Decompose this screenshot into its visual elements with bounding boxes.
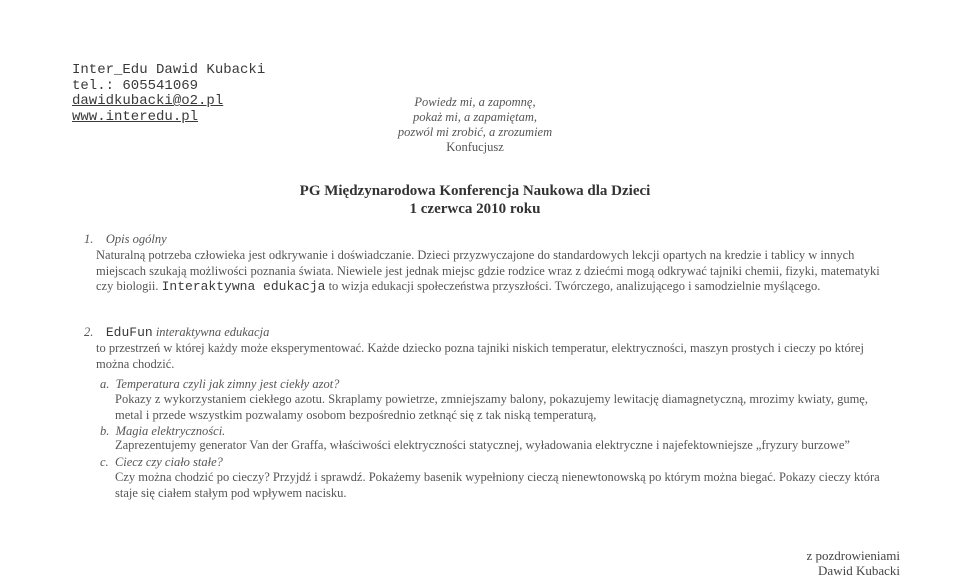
item-heading: Temperatura czyli jak zimny jest ciekły azot? (115, 377, 340, 391)
section-1-heading (84, 232, 167, 248)
section-2-heading (84, 325, 269, 341)
epigraph-quote (370, 95, 580, 155)
item-a-body (115, 392, 895, 423)
paragraph-text: Naturalną potrzeba człowieka jest odkrywanie i doświadczanie. Dzieci przyzwyczajone do standardowych lekcji opartych na kredzie i tablicy w innych miejscach szukają możliwości poznania świata. Niewiele jest jednak miejsc gdzie rodzice wraz z dziećmi mogą odkrywać tajniki chemii, fizyki, matematyki czy biologii. (96, 248, 880, 293)
section-heading: Opis ogólny (105, 232, 167, 246)
contact-phone: tel.: 605541069 (72, 77, 199, 94)
signature-greeting: z pozdrowieniami (806, 548, 900, 563)
contact-website-link[interactable]: www.interedu.pl (72, 108, 199, 125)
section-1-paragraph (96, 248, 891, 295)
quote-author: Konfucjusz (446, 140, 504, 154)
title-line: PG Międzynarodowa Konferencja Naukowa dla Dzieci (299, 183, 651, 199)
section-number: 1. (84, 232, 94, 246)
item-body: Czy można chodzić po cieczy? Przyjdź i sprawdź. Pokażemy basenik wypełniony cieczą nienewtonowską po którym można biegać. Pokazy cieczy która staje się ciałem stałym pod wpływem nacisku. (115, 470, 880, 500)
contact-email-link[interactable]: dawidkubacki@o2.pl (72, 93, 224, 109)
item-letter: b. (100, 424, 110, 438)
brand-name: Interaktywna edukacja (161, 279, 326, 294)
item-letter: a. (100, 377, 110, 391)
section-number: 2. (84, 325, 94, 339)
signature-block (760, 548, 900, 578)
item-c-body (115, 470, 895, 501)
quote-line: Powiedz mi, a zapomnę, (414, 95, 536, 109)
paragraph-text: to wizja edukacji społeczeństwa przyszłości. Twórczego, analizującego i samodzielnie myślącego. (328, 279, 821, 293)
brand-name: EduFun (105, 325, 153, 340)
item-body: Pokazy z wykorzystaniem ciekłego azotu. Skraplamy powietrze, zmniejszamy balony, pokazujemy lewitację diamagnetyczną, mrozimy kwiaty, gumę, metal i przede wszystkim pozwalamy osobom bezpośrednio zetknąć się z tak niską temperaturą, (115, 392, 868, 422)
item-heading: Ciecz czy ciało stałe? (114, 455, 223, 469)
section-heading: interaktywna edukacja (155, 325, 270, 339)
paragraph-text: to przestrzeń w której każdy może eksperymentować. Każde dziecko pozna tajniki niskich temperatur, elektryczności, maszyn prostych i cieczy po której można chodzić. (96, 341, 864, 371)
quote-line: pozwól mi zrobić, a zrozumiem (397, 125, 553, 139)
title-date: 1 czerwca 2010 roku (409, 201, 541, 217)
section-2-intro (96, 341, 886, 372)
quote-line: pokaż mi, a zapamiętam, (413, 110, 537, 124)
item-b-body (115, 438, 905, 454)
document-title (240, 182, 710, 218)
signature-name: Dawid Kubacki (818, 563, 900, 578)
contact-block (72, 62, 265, 124)
item-letter: c. (100, 455, 109, 469)
contact-name: Inter_Edu Dawid Kubacki (72, 62, 266, 78)
item-body: Zaprezentujemy generator Van der Graffa, właściwości elektryczności statycznej, wyładowania elektryczne i najefektowniejsze „fryzury burzowe” (115, 438, 850, 452)
item-heading: Magia elektryczności. (115, 424, 226, 438)
item-c-heading (100, 455, 223, 471)
item-a-heading (100, 377, 339, 393)
